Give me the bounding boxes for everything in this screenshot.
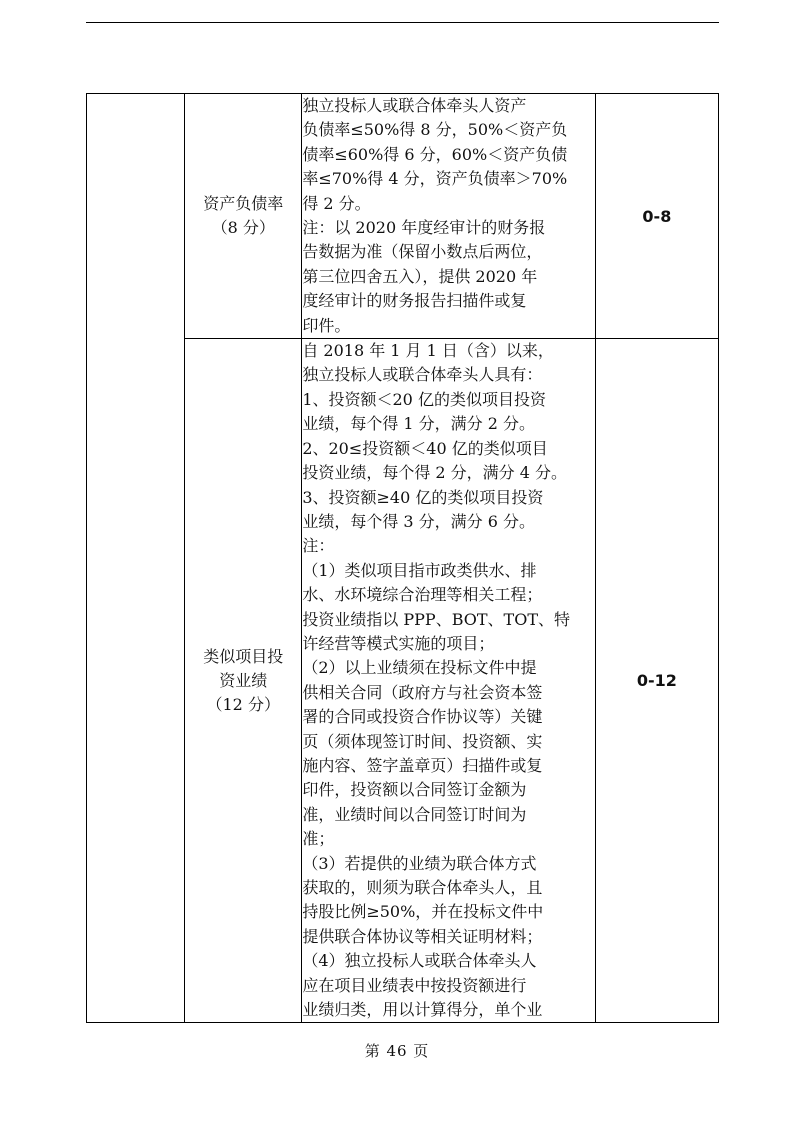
criteria-line: 获取的，则须为联合体牵头人，且 xyxy=(302,878,543,897)
criteria-line: 持股比例≥50%，并在投标文件中 xyxy=(302,902,544,922)
category-cell xyxy=(87,94,185,1023)
criteria-line: 印件。 xyxy=(302,315,351,335)
criteria-line: 2、20≤投资额＜40 亿的类似项目 xyxy=(302,438,548,458)
criteria-line: 第三位四舍五入），提供 2020 年 xyxy=(302,266,538,286)
criteria-line: （2）以上业绩须在投标文件中提 xyxy=(302,658,537,678)
criteria-line: 注： xyxy=(302,536,335,556)
criteria-line: 业绩，每个得 1 分，满分 2 分。 xyxy=(302,414,536,434)
item-label-line: （12 分） xyxy=(206,694,280,714)
criteria-line: 度经审计的财务报告扫描件或复 xyxy=(302,291,527,311)
criteria-line: 提供联合体协议等相关证明材料； xyxy=(302,926,543,946)
score-range-cell: 0-8 xyxy=(595,94,718,339)
criteria-line: 率≤70%得 4 分，资产负债率＞70% xyxy=(302,169,568,189)
criteria-line: 注：以 2020 年度经审计的财务报 xyxy=(302,218,546,238)
page-number: 第 46 页 xyxy=(364,1042,430,1060)
criteria-line: （3）若提供的业绩为联合体方式 xyxy=(302,853,537,873)
criteria-cell xyxy=(302,94,595,339)
criteria-line: 债率≤60%得 6 分，60%＜资产负债 xyxy=(302,144,568,164)
criteria-line: 许经营等模式实施的项目； xyxy=(302,633,495,653)
item-cell xyxy=(185,94,302,339)
table-row xyxy=(87,94,719,339)
criteria-line: 业绩归类，用以计算得分，单个业 xyxy=(302,1000,543,1020)
score-range-cell: 0-12 xyxy=(595,339,718,1023)
criteria-line: 水、水环境综合治理等相关工程； xyxy=(302,585,543,605)
criteria-line: 投资业绩指以 PPP、BOT、TOT、特 xyxy=(302,609,571,629)
scoring-table xyxy=(86,93,719,1023)
criteria-line: 准； xyxy=(302,829,335,849)
criteria-line: 3、投资额≥40 亿的类似项目投资 xyxy=(302,487,544,507)
criteria-line: 准，业绩时间以合同签订时间为 xyxy=(302,804,527,824)
criteria-line: 印件，投资额以合同签订金额为 xyxy=(302,780,527,800)
criteria-line: 页（须体现签订时间、投资额、实 xyxy=(302,731,543,751)
item-label-line: 资产负债率 xyxy=(203,194,284,214)
item-cell xyxy=(185,339,302,1023)
criteria-line: 独立投标人或联合体牵头人资产 xyxy=(302,96,527,115)
criteria-line: 投资业绩，每个得 2 分，满分 4 分。 xyxy=(302,463,568,483)
item-label-line: 资业绩 xyxy=(219,670,268,690)
criteria-line: 自 2018 年 1 月 1 日（含）以来， xyxy=(302,341,554,361)
criteria-line: 独立投标人或联合体牵头人具有： xyxy=(302,365,543,385)
criteria-line: 1、投资额＜20 亿的类似项目投资 xyxy=(302,389,546,409)
criteria-line: 署的合同或投资合作协议等）关键 xyxy=(302,707,543,727)
item-label-line: （8 分） xyxy=(211,218,275,238)
criteria-line: 业绩，每个得 3 分，满分 6 分。 xyxy=(302,511,536,531)
criteria-line: 应在项目业绩表中按投资额进行 xyxy=(302,975,527,995)
criteria-line: 供相关合同（政府方与社会资本签 xyxy=(302,682,543,702)
criteria-line: 得 2 分。 xyxy=(302,193,371,213)
criteria-line: 负债率≤50%得 8 分，50%＜资产负 xyxy=(302,120,568,140)
criteria-cell xyxy=(302,339,595,1023)
criteria-line: （1）类似项目指市政类供水、排 xyxy=(302,560,537,580)
criteria-line: 施内容、签字盖章页）扫描件或复 xyxy=(302,755,543,775)
criteria-line: （4）独立投标人或联合体牵头人 xyxy=(302,951,537,971)
item-label-line: 类似项目投 xyxy=(203,646,284,666)
header-rule xyxy=(86,22,719,23)
criteria-line: 告数据为准（保留小数点后两位， xyxy=(302,242,543,262)
